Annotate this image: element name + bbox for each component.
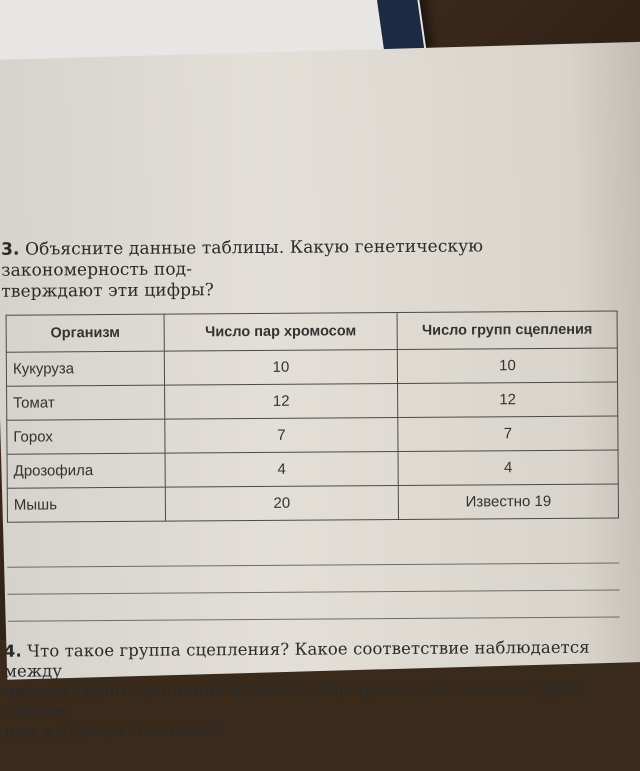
cell-organism: Дрозофила [7,453,165,488]
question-4-line2: числом групп сцепления и числом пар хромосом? Сколько групп сцепле- [4,677,585,721]
cell-organism: Мышь [7,487,165,522]
question-4-line1: Что такое группа сцепления? Какое соответствие наблюдается между [3,637,590,681]
question-3 [1,235,633,302]
cell-groups: 4 [398,450,618,486]
question-4 [4,637,637,741]
question-3-text-line1: Объясните данные таблицы. Какую генетическую закономерность под- [1,236,484,281]
question-3-number: 3. [1,239,20,260]
table-row [7,382,618,420]
answer-line [7,536,619,567]
cell-groups: 12 [398,382,618,418]
table-row [7,416,618,454]
cell-organism: Горох [7,419,165,454]
chromosome-table [6,310,619,522]
table-header-row [6,311,617,352]
table-row [7,484,618,522]
cell-pairs: 10 [164,349,397,385]
header-organism: Организм [6,314,164,352]
cell-groups: 10 [397,348,617,384]
cell-groups: 7 [398,416,618,452]
cell-organism: Томат [7,385,165,420]
table-row [6,348,617,386]
table-row [7,450,618,488]
cell-pairs: 12 [165,383,398,419]
workbook-page [0,41,640,741]
cell-pairs: 20 [165,485,398,521]
cell-groups: Известно 19 [398,484,618,520]
answer-line [8,590,620,621]
header-linkage-groups: Число групп сцепления [397,311,617,350]
cell-pairs: 7 [165,417,398,453]
question-4-number: 4. [3,641,22,661]
cell-pairs: 4 [165,451,398,487]
question-3-text-line2: тверждают эти цифры? [1,280,214,302]
page-content [1,235,637,758]
cell-organism: Кукуруза [6,351,164,386]
header-chromosome-pairs: Число пар хромосом [164,312,397,351]
question-4-line3: ния в клетках человека? [4,720,223,741]
answer-line [7,563,619,594]
answer-lines [7,536,620,621]
